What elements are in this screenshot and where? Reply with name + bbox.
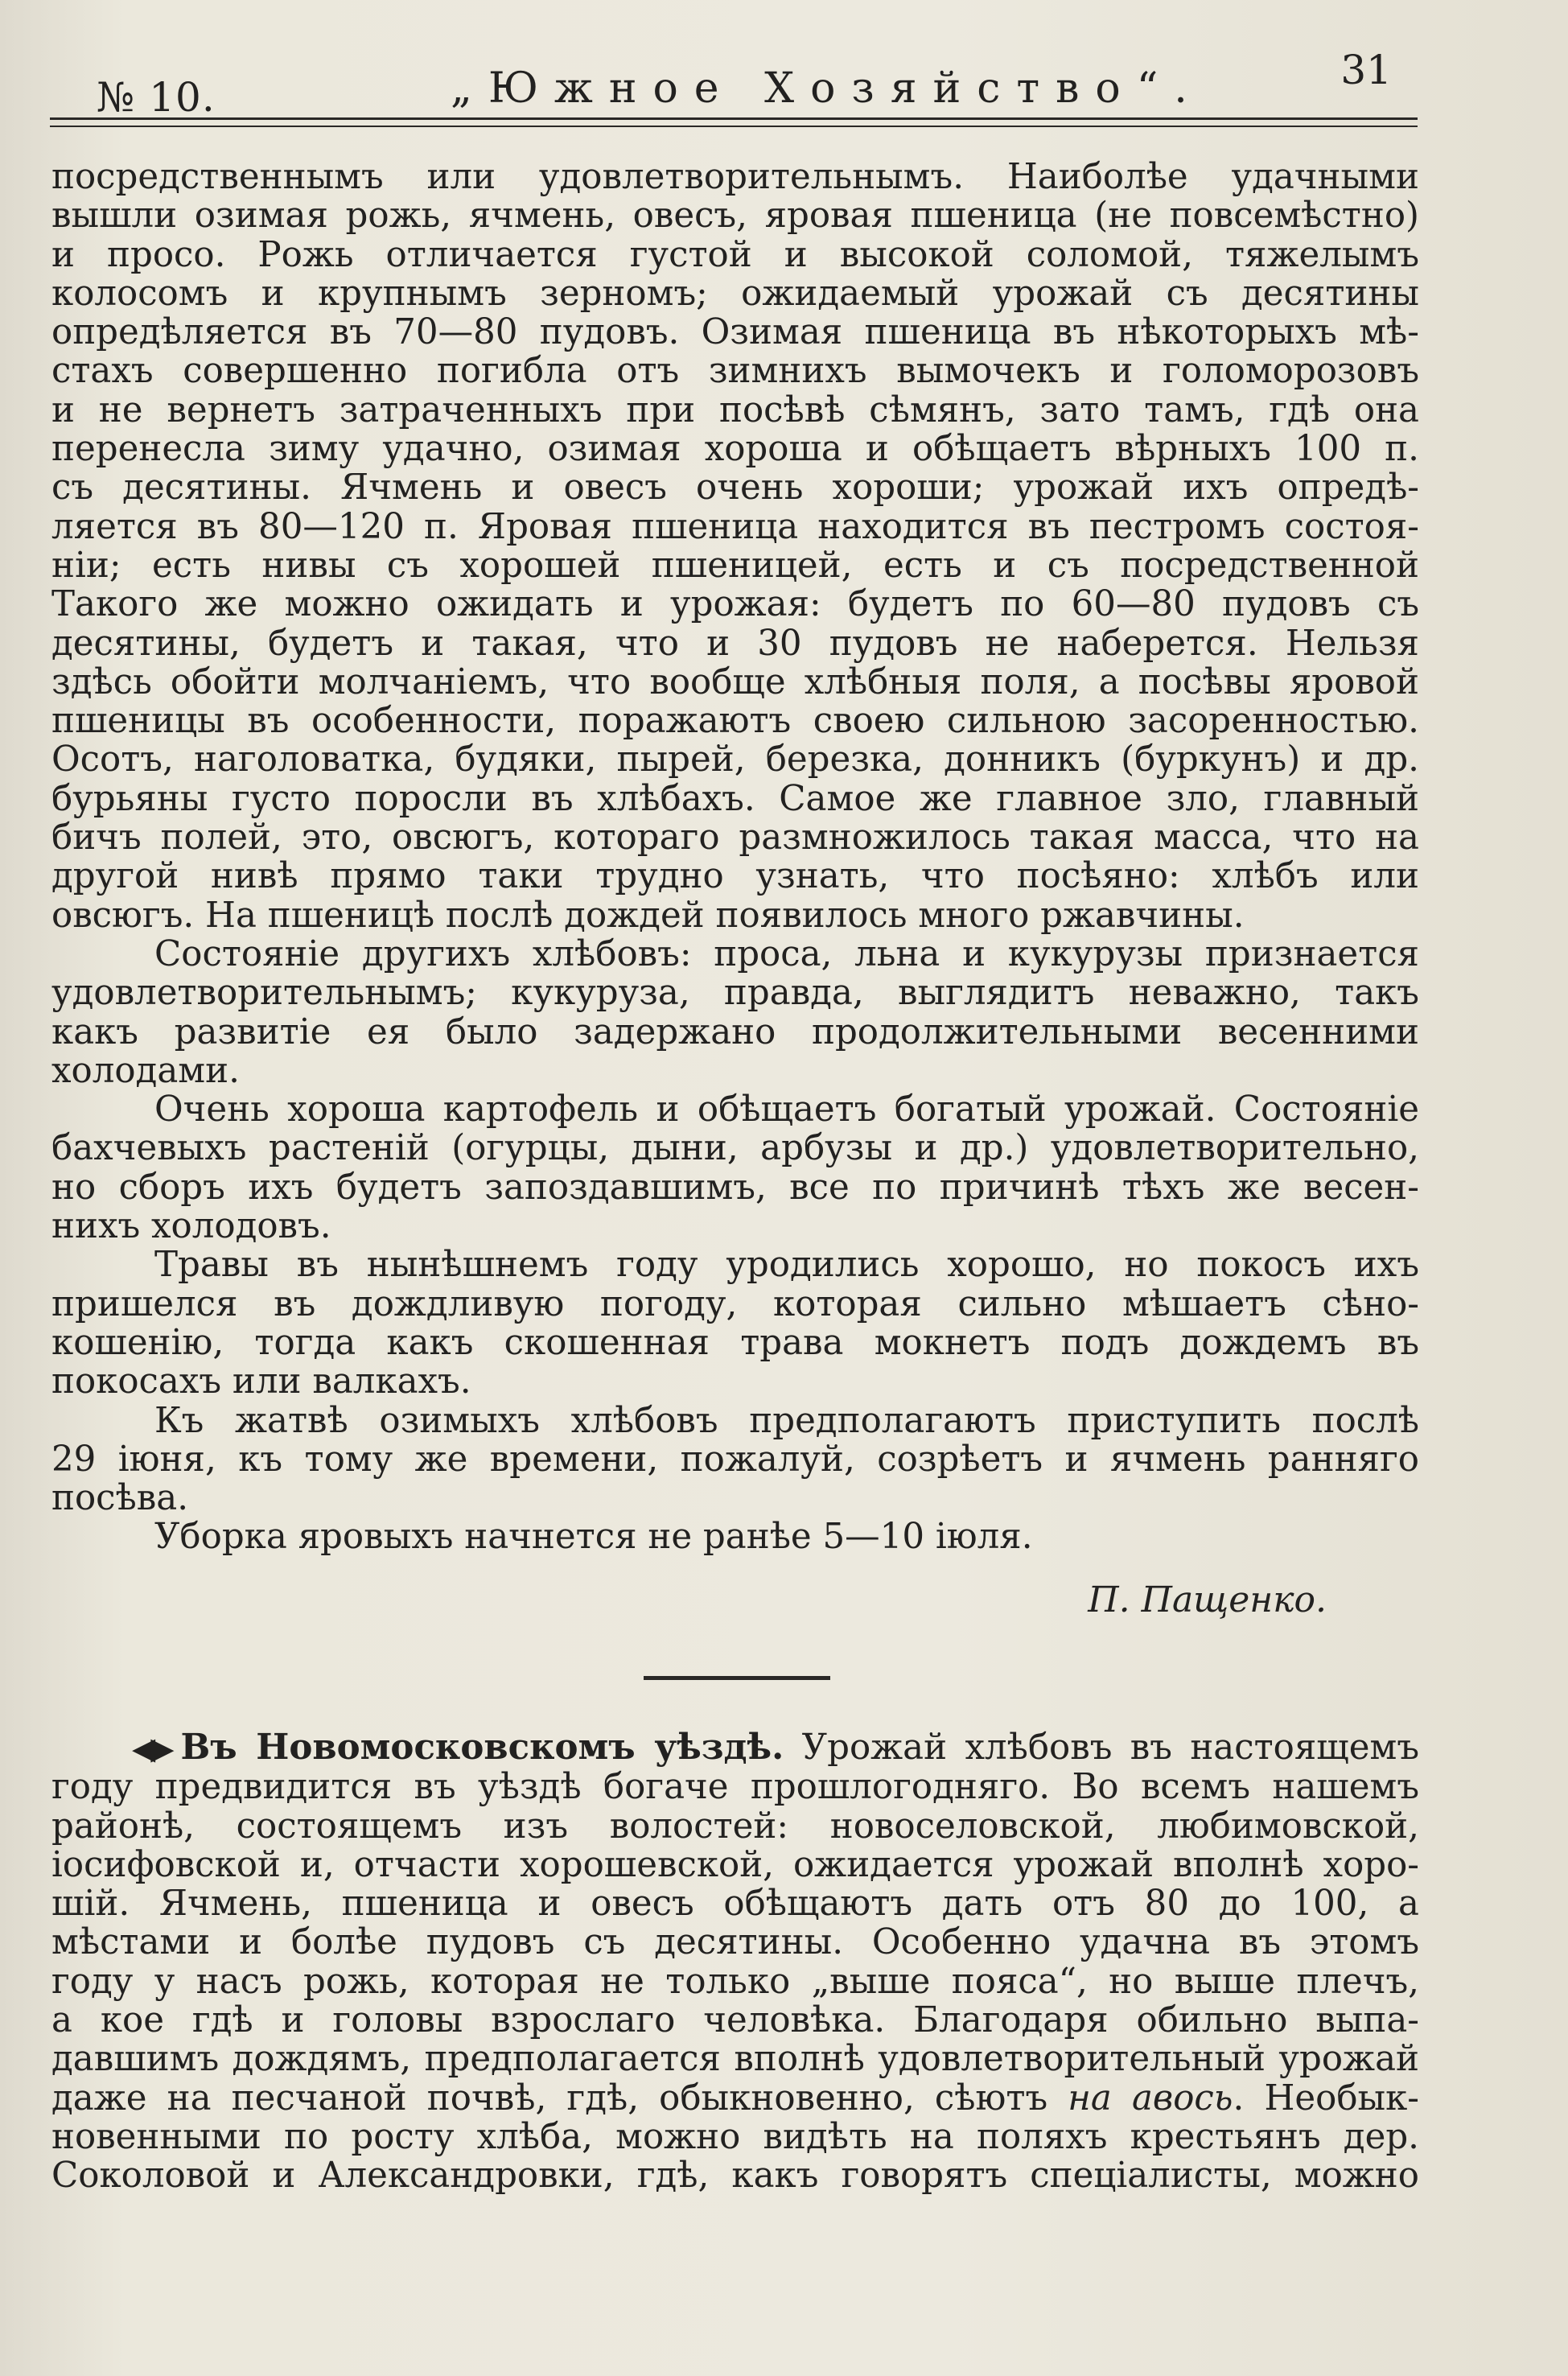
text-line: Такого же можно ожидать и урожая: будетъ по 60—80 пудовъ съ xyxy=(51,585,1419,624)
text-line: бурьяны густо поросли въ хлѣбахъ. Самое же главное зло, главный xyxy=(51,779,1419,819)
text-line: 29 іюня, къ тому же времени, пожалуй, созрѣетъ и ячмень ранняго xyxy=(51,1439,1419,1480)
text-line: съ десятины. Ячмень и овесъ очень хороши; урожай ихъ опредѣ- xyxy=(51,468,1419,508)
text-line: перенесла зиму удачно, озимая хороша и обѣщаетъ вѣрныхъ 100 п. xyxy=(51,430,1419,469)
text-line: но сборъ ихъ будетъ запоздавшимъ, все по причинѣ тѣхъ же весен- xyxy=(51,1167,1419,1208)
text-line xyxy=(51,2079,1419,2118)
text-fragment: Урожай хлѣбовъ въ настоящемъ xyxy=(801,1728,1419,1768)
article-novomoskovsk xyxy=(51,1728,1419,2196)
text-line: кошенію, тогда какъ скошенная трава мокнетъ подъ дождемъ въ xyxy=(51,1323,1419,1363)
text-line: удовлетворительнымъ; кукуруза, правда, выглядитъ неважно, такъ xyxy=(51,974,1419,1013)
italic-phrase: на авось xyxy=(1068,2078,1233,2118)
header-rule-top xyxy=(50,117,1418,120)
text-line: Очень хороша картофель и обѣщаетъ богатый урожай. Состояніе xyxy=(154,1090,1419,1130)
text-line: колосомъ и крупнымъ зерномъ; ожидаемый урожай съ десятины xyxy=(51,274,1419,314)
text-line: Соколовой и Александровки, гдѣ, какъ говорятъ спеціалисты, можно xyxy=(51,2156,1419,2196)
text-line: Травы въ нынѣшнемъ году уродились хорошо, но покосъ ихъ xyxy=(154,1246,1419,1285)
text-line: новенными по росту хлѣба, можно видѣть на поляхъ крестьянъ дер. xyxy=(51,2117,1419,2157)
header-rule-bottom xyxy=(50,126,1418,127)
text-line: бахчевыхъ растеній (огурцы, дыни, арбузы и др.) удовлетворительно, xyxy=(51,1129,1419,1168)
text-line: стахъ совершенно погибла отъ зимнихъ вымочекъ и голоморозовъ xyxy=(51,352,1419,391)
text-line: десятины, будетъ и такая, что и 30 пудовъ не наберется. Нельзя xyxy=(51,624,1419,663)
text-line: году у насъ рожь, которая не только „выше пояса“, но выше плечъ, xyxy=(51,1962,1419,2002)
article-harvest-report xyxy=(51,158,1419,1557)
text-line: вышли озимая рожь, ячмень, овесъ, яровая пшеница (не повсемѣстно) xyxy=(51,196,1419,236)
text-line: нихъ холодовъ. xyxy=(51,1207,331,1246)
text-line: холодами. xyxy=(51,1051,240,1091)
page-number: 31 xyxy=(1340,47,1392,93)
text-line xyxy=(51,1728,1419,1768)
text-line: опредѣляется въ 70—80 пудовъ. Озимая пшеница въ нѣкоторыхъ мѣ- xyxy=(51,313,1419,352)
text-line: и просо. Рожь отличается густой и высокой соломой, тяжелымъ xyxy=(51,235,1419,274)
text-fragment: . Необык- xyxy=(1233,2078,1419,2118)
text-fragment: даже на песчаной почвѣ, гдѣ, обыкновенно, сѣютъ xyxy=(51,2078,1048,2118)
text-line: ляется въ 80—120 п. Яровая пшеница находится въ пестромъ состоя- xyxy=(51,507,1419,546)
journal-title: „Южное Хозяйство“. xyxy=(451,64,1204,113)
page-header xyxy=(97,39,1416,119)
section-divider xyxy=(644,1676,830,1680)
text-line: году предвидится въ уѣздѣ богаче прошлогодняго. Во всемъ нашемъ xyxy=(51,1768,1419,1807)
text-line: другой нивѣ прямо таки трудно узнать, что посѣяно: хлѣбъ или xyxy=(51,857,1419,896)
text-line: бичъ полей, это, овсюгъ, котораго размножилось такая масса, что на xyxy=(51,818,1419,858)
section-heading: Въ Новомосковскомъ уѣздѣ. xyxy=(180,1728,784,1768)
text-line: посѣва. xyxy=(51,1479,189,1518)
text-line: шій. Ячмень, пшеница и овесъ обѣщаютъ дать отъ 80 до 100, а xyxy=(51,1884,1419,1924)
text-line: давшимъ дождямъ, предполагается вполнѣ удовлетворительный урожай xyxy=(51,2040,1419,2079)
text-line: пшеницы въ особенности, поражаютъ своею сильною засоренностью. xyxy=(51,702,1419,741)
text-line: и не вернетъ затраченныхъ при посѣвѣ сѣмянъ, зато тамъ, гдѣ она xyxy=(51,390,1419,430)
text-line: Уборка яровыхъ начнется не ранѣе 5—10 іюля. xyxy=(154,1517,1033,1557)
text-line: Осотъ, наголоватка, будяки, пырей, березка, донникъ (буркунъ) и др. xyxy=(51,740,1419,780)
double-arrow-icon: ◀▶ xyxy=(132,1731,170,1766)
text-line: районѣ, состоящемъ изъ волостей: новоселовской, любимовской, xyxy=(51,1806,1419,1846)
text-line: покосахъ или валкахъ. xyxy=(51,1362,471,1402)
text-line: посредственнымъ или удовлетворительнымъ. Наиболѣе удачными xyxy=(51,158,1419,197)
text-line: мѣстами и болѣе пудовъ съ десятины. Особенно удачна въ этомъ xyxy=(51,1923,1419,1962)
text-line: пришелся въ дождливую погоду, которая сильно мѣшаетъ сѣно- xyxy=(51,1284,1419,1324)
text-line: Состояніе другихъ хлѣбовъ: проса, льна и кукурузы признается xyxy=(154,934,1419,974)
text-line: Къ жатвѣ озимыхъ хлѣбовъ предполагаютъ приступить послѣ xyxy=(154,1401,1419,1440)
author-signature: П. Пащенко. xyxy=(1088,1579,1327,1620)
text-line: іосифовской и, отчасти хорошевской, ожидается урожай вполнѣ хоро- xyxy=(51,1845,1419,1885)
text-line: ніи; есть нивы съ хорошей пшеницей, есть и съ посредственной xyxy=(51,546,1419,586)
issue-number: № 10. xyxy=(97,74,216,121)
text-line: здѣсь обойти молчаніемъ, что вообще хлѣбныя поля, а посѣвы яровой xyxy=(51,662,1419,702)
text-line: овсюгъ. На пшеницѣ послѣ дождей появилось много ржавчины. xyxy=(51,896,1245,935)
text-line: какъ развитіе ея было задержано продолжительными весенними xyxy=(51,1012,1419,1052)
text-line: а кое гдѣ и головы взрослаго человѣка. Благодаря обильно выпа- xyxy=(51,2001,1419,2040)
